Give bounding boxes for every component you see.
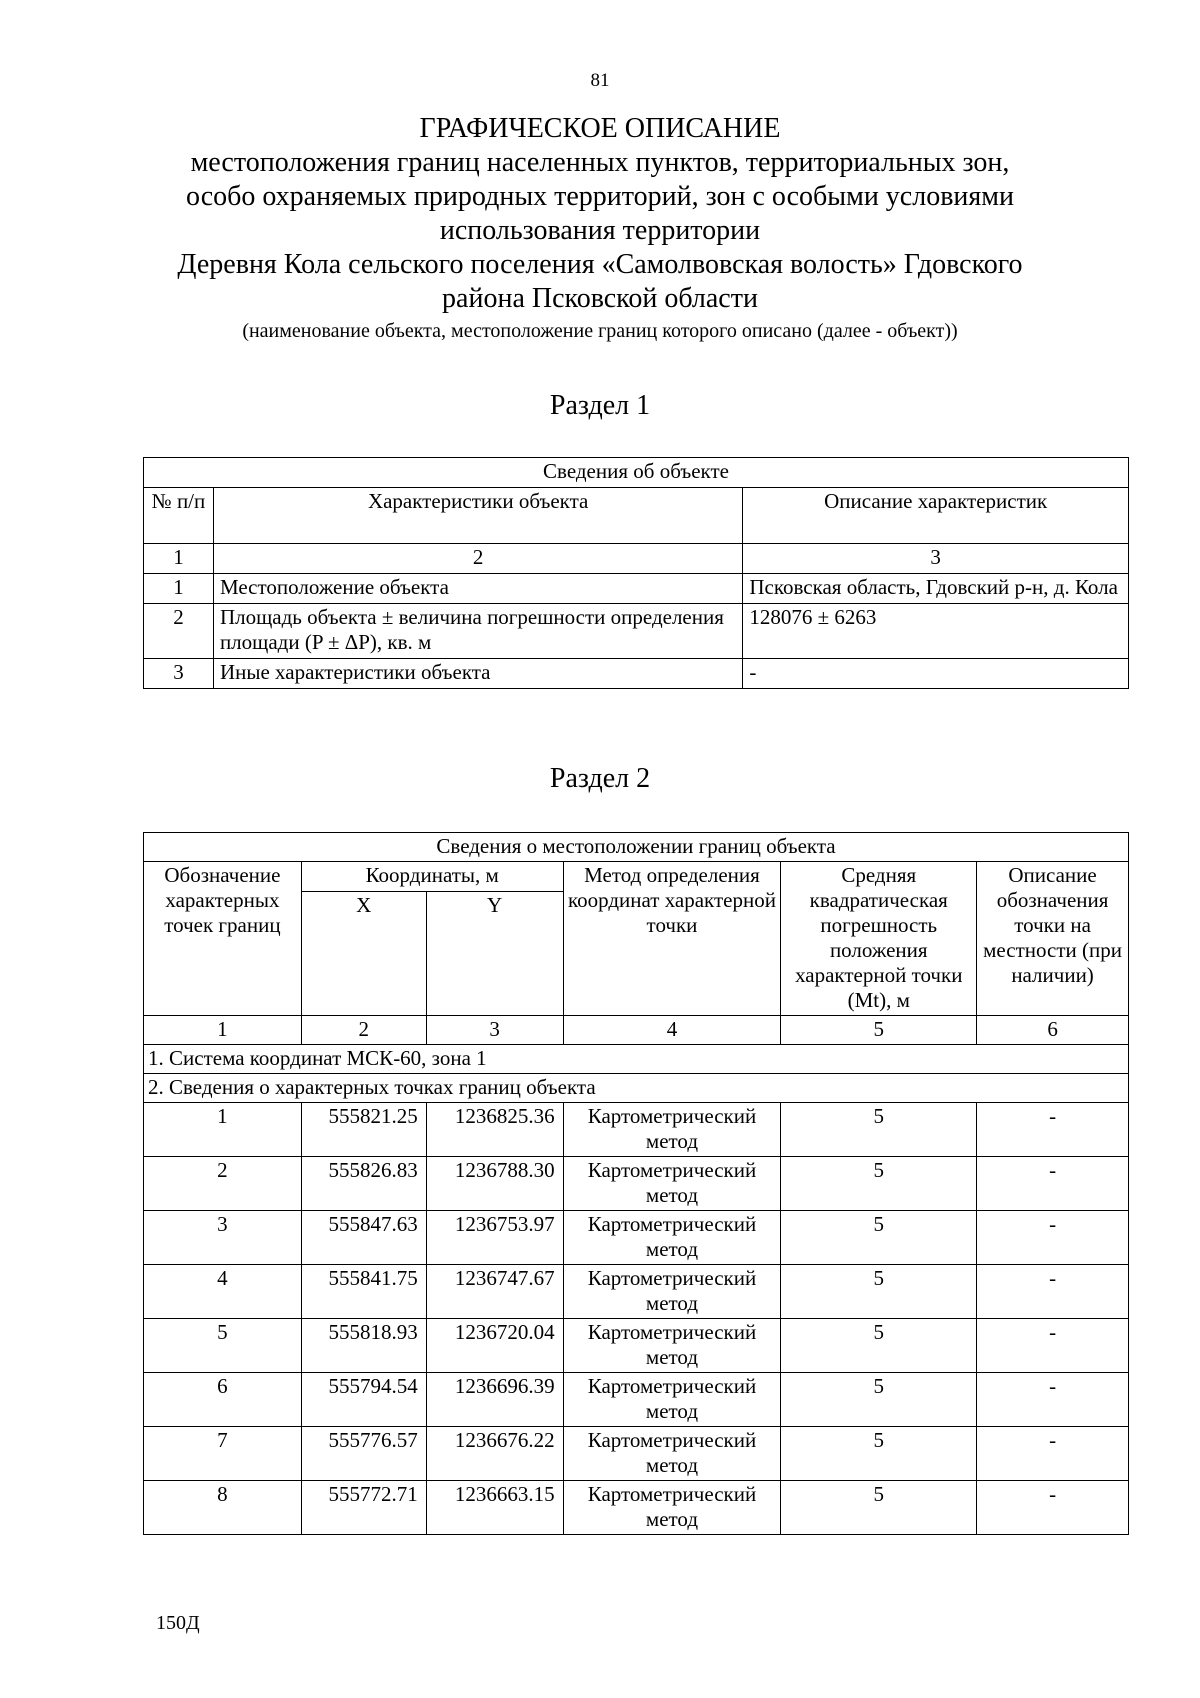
method-cell: Картометрический метод — [563, 1427, 781, 1481]
x-coordinate-cell: 555772.71 — [301, 1481, 426, 1535]
column-header: № п/п — [144, 488, 214, 544]
column-header: Описание характеристик — [743, 488, 1129, 544]
boundary-points-table — [143, 832, 1129, 1535]
error-cell: 5 — [781, 1211, 977, 1265]
coordinate-system-row: 1. Система координат МСК-60, зона 1 — [144, 1045, 1129, 1074]
object-name-note: (наименование объекта, местоположение границ которого описано (далее - объект)) — [242, 320, 958, 342]
error-cell: 5 — [781, 1265, 977, 1319]
column-number: 4 — [563, 1016, 781, 1045]
table-row — [144, 1157, 1129, 1211]
column-header: Описание обозначения точки на местности (при наличии) — [977, 862, 1129, 1016]
y-coordinate-cell: 1236788.30 — [426, 1157, 563, 1211]
description-cell: Псковская область, Гдовский р-н, д. Кола — [743, 574, 1129, 604]
method-cell: Картометрический метод — [563, 1481, 781, 1535]
method-cell: Картометрический метод — [563, 1211, 781, 1265]
table-title: Сведения о местоположении границ объекта — [144, 833, 1129, 862]
row-number: 1 — [144, 574, 214, 604]
table-row — [144, 1103, 1129, 1157]
footer-code: 150Д — [156, 1612, 200, 1634]
error-cell: 5 — [781, 1481, 977, 1535]
error-cell: 5 — [781, 1319, 977, 1373]
column-number: 5 — [781, 1016, 977, 1045]
description-cell: - — [977, 1211, 1129, 1265]
section-2-title: Раздел 2 — [549, 763, 651, 794]
point-number-cell: 7 — [144, 1427, 302, 1481]
description-cell: - — [977, 1481, 1129, 1535]
title-line: района Псковской области — [442, 283, 758, 314]
y-coordinate-cell: 1236696.39 — [426, 1373, 563, 1427]
description-cell: - — [977, 1319, 1129, 1373]
x-coordinate-cell: 555818.93 — [301, 1319, 426, 1373]
table-row — [144, 1265, 1129, 1319]
description-cell: - — [977, 1427, 1129, 1481]
document-header — [0, 112, 1200, 344]
column-header: Характеристики объекта — [213, 488, 742, 544]
point-number-cell: 4 — [144, 1265, 302, 1319]
column-number: 1 — [144, 1016, 302, 1045]
method-cell: Картометрический метод — [563, 1373, 781, 1427]
y-coordinate-cell: 1236747.67 — [426, 1265, 563, 1319]
points-section-row: 2. Сведения о характерных точках границ объекта — [144, 1074, 1129, 1103]
point-number-cell: 1 — [144, 1103, 302, 1157]
row-number: 2 — [144, 604, 214, 659]
method-cell: Картометрический метод — [563, 1319, 781, 1373]
column-number: 6 — [977, 1016, 1129, 1045]
column-header: Метод определения координат характерной точки — [563, 862, 781, 1016]
table-row — [144, 574, 1129, 604]
x-coordinate-cell: 555776.57 — [301, 1427, 426, 1481]
x-coordinate-cell: 555826.83 — [301, 1157, 426, 1211]
x-coordinate-cell: 555794.54 — [301, 1373, 426, 1427]
table-row — [144, 1373, 1129, 1427]
point-number-cell: 8 — [144, 1481, 302, 1535]
table-row — [144, 1481, 1129, 1535]
table-row — [144, 1427, 1129, 1481]
x-coordinate-cell: 555821.25 — [301, 1103, 426, 1157]
column-header: X — [301, 892, 426, 1016]
column-header: Обозначение характерных точек границ — [144, 862, 302, 1016]
error-cell: 5 — [781, 1373, 977, 1427]
column-number: 1 — [144, 544, 214, 574]
column-number: 2 — [301, 1016, 426, 1045]
points-body — [144, 1103, 1129, 1535]
error-cell: 5 — [781, 1157, 977, 1211]
column-header: Средняя квадратическая погрешность положения характерной точки (Mt), м — [781, 862, 977, 1016]
table-row — [144, 604, 1129, 659]
characteristic-cell: Иные характеристики объекта — [213, 659, 742, 689]
point-number-cell: 2 — [144, 1157, 302, 1211]
row-number: 3 — [144, 659, 214, 689]
x-coordinate-cell: 555847.63 — [301, 1211, 426, 1265]
title-line: использования территории — [439, 215, 761, 246]
section-1-title: Раздел 1 — [549, 390, 651, 421]
description-cell: 128076 ± 6263 — [743, 604, 1129, 659]
table-row — [144, 1211, 1129, 1265]
column-header: Координаты, м — [301, 862, 563, 892]
table-title: Сведения об объекте — [144, 458, 1129, 488]
method-cell: Картометрический метод — [563, 1157, 781, 1211]
table-row — [144, 1319, 1129, 1373]
column-header: Y — [426, 892, 563, 1016]
description-cell: - — [977, 1103, 1129, 1157]
page-number: 81 — [590, 70, 610, 91]
description-cell: - — [743, 659, 1129, 689]
object-info-table — [143, 457, 1129, 689]
description-cell: - — [977, 1265, 1129, 1319]
point-number-cell: 6 — [144, 1373, 302, 1427]
point-number-cell: 3 — [144, 1211, 302, 1265]
table-row — [144, 659, 1129, 689]
title-line: Деревня Кола сельского поселения «Самолвовская волость» Гдовского — [177, 249, 1023, 280]
x-coordinate-cell: 555841.75 — [301, 1265, 426, 1319]
y-coordinate-cell: 1236663.15 — [426, 1481, 563, 1535]
y-coordinate-cell: 1236753.97 — [426, 1211, 563, 1265]
y-coordinate-cell: 1236720.04 — [426, 1319, 563, 1373]
characteristic-cell: Местоположение объекта — [213, 574, 742, 604]
column-number: 3 — [426, 1016, 563, 1045]
y-coordinate-cell: 1236676.22 — [426, 1427, 563, 1481]
point-number-cell: 5 — [144, 1319, 302, 1373]
title-line: местоположения границ населенных пунктов, территориальных зон, — [190, 147, 1010, 178]
error-cell: 5 — [781, 1103, 977, 1157]
title-line: особо охраняемых природных территорий, зон с особыми условиями — [186, 181, 1014, 212]
description-cell: - — [977, 1157, 1129, 1211]
characteristic-cell: Площадь объекта ± величина погрешности определения площади (P ± ΔP), кв. м — [213, 604, 742, 659]
method-cell: Картометрический метод — [563, 1265, 781, 1319]
method-cell: Картометрический метод — [563, 1103, 781, 1157]
description-cell: - — [977, 1373, 1129, 1427]
y-coordinate-cell: 1236825.36 — [426, 1103, 563, 1157]
column-number: 2 — [213, 544, 742, 574]
error-cell: 5 — [781, 1427, 977, 1481]
document-title: ГРАФИЧЕСКОЕ ОПИСАНИЕ — [419, 113, 781, 144]
column-number: 3 — [743, 544, 1129, 574]
